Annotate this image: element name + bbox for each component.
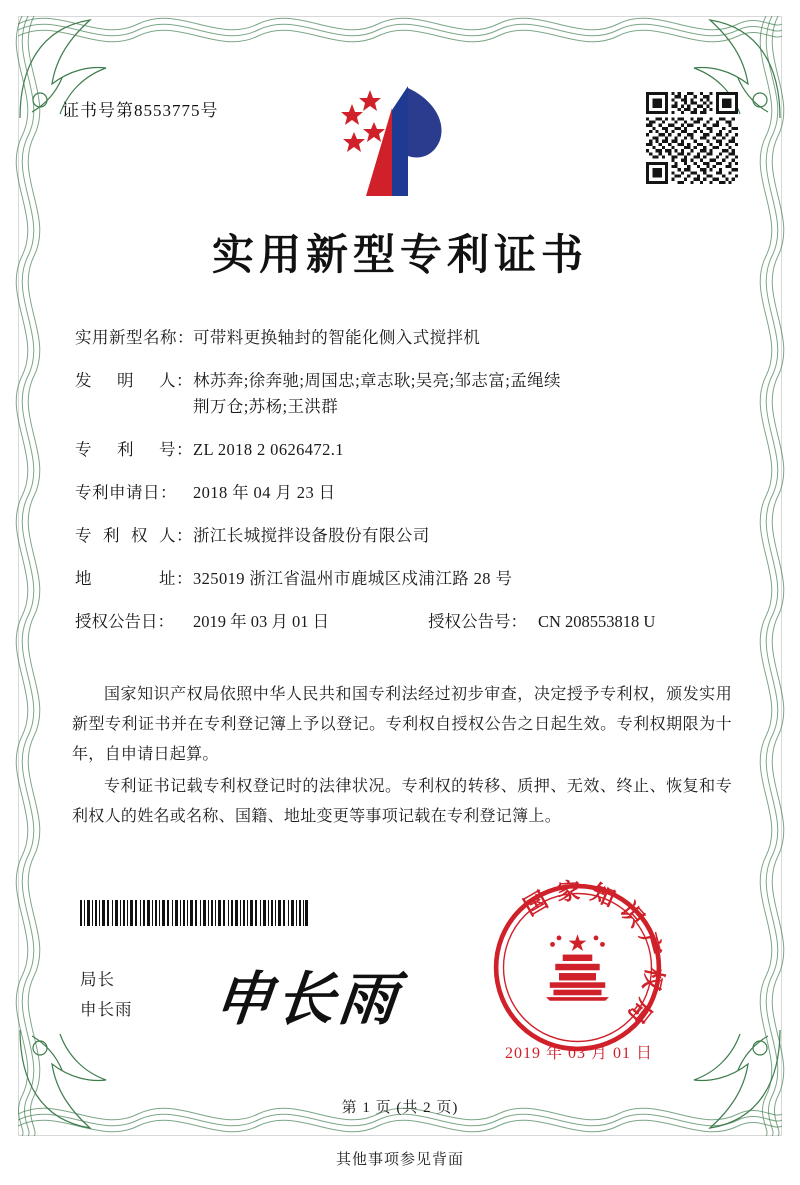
field-label-utility-model-name: 实用新型名称： bbox=[75, 328, 194, 347]
certificate-number: 证书号第8553775号 bbox=[62, 101, 219, 120]
field-label-inventor-char-2: 明 bbox=[117, 371, 134, 390]
field-label-address bbox=[75, 566, 193, 592]
field-value-address: 325019 浙江省温州市鹿城区戍浦江路 28 号 bbox=[193, 569, 513, 588]
border-ornament-top bbox=[18, 10, 782, 50]
field-value-application-date: 2018 年 04 月 23 日 bbox=[193, 483, 336, 502]
field-label-patentee-char-1: 专 bbox=[75, 526, 92, 545]
field-label-inventor-char-3: 人： bbox=[159, 371, 193, 390]
field-value-patentee: 浙江长城搅拌设备股份有限公司 bbox=[193, 526, 430, 545]
field-label-patentee-char-3: 权 bbox=[131, 526, 148, 545]
svg-text:国家知识产权局: 国家知识产权局 bbox=[519, 878, 668, 1035]
field-label-patent-number-char-3: 号： bbox=[159, 440, 193, 459]
field-label-patent-number-char-2: 利 bbox=[117, 440, 134, 459]
fields-block bbox=[75, 325, 725, 652]
field-value-patent-number: ZL 2018 2 0626472.1 bbox=[193, 440, 344, 459]
field-label-application-date: 专利申请日： bbox=[75, 483, 177, 502]
legal-text-block bbox=[72, 680, 732, 834]
handwritten-signature: 申长雨 bbox=[211, 967, 404, 1032]
field-patent-number bbox=[75, 437, 725, 463]
page-title: 实用新型专利证书 bbox=[211, 233, 588, 279]
field-utility-model-name bbox=[75, 325, 725, 351]
seal-date: 2019 年 03 月 01 日 bbox=[505, 1045, 654, 1062]
field-value-inventor-line-1: 林苏奔;徐奔驰;周国忠;章志耿;吴亮;邹志富;孟绳续 bbox=[193, 371, 561, 390]
director-label: 局长 bbox=[80, 970, 115, 989]
qr-code-icon bbox=[646, 92, 738, 184]
footnote: 其他事项参见背面 bbox=[335, 1152, 464, 1168]
director-name: 申长雨 bbox=[80, 1000, 133, 1019]
legal-paragraph-2: 专利证书记载专利权登记时的法律状况。专利权的转移、质押、无效、终止、恢复和专利权人的姓名或名称、国籍、地址变更等事项记载在专利登记簿上。 bbox=[72, 778, 732, 825]
field-value-utility-model-name: 可带料更换轴封的智能化侧入式搅拌机 bbox=[193, 328, 481, 347]
field-value-inventor bbox=[193, 368, 725, 420]
page-number: 第 1 页 (共 2 页) bbox=[341, 1100, 459, 1116]
field-value-grant-number: CN 208553818 U bbox=[538, 612, 656, 631]
border-ornament-right bbox=[752, 16, 792, 1136]
barcode-icon bbox=[80, 900, 308, 926]
corner-ornament-bottom-left bbox=[10, 1020, 130, 1140]
field-label-address-char-1: 地 bbox=[75, 569, 92, 588]
field-application-date bbox=[75, 480, 725, 506]
field-patentee bbox=[75, 523, 725, 549]
field-label-patentee-char-4: 人： bbox=[159, 526, 193, 545]
field-inventor bbox=[75, 368, 725, 420]
field-label-inventor bbox=[75, 368, 193, 394]
border-ornament-left bbox=[8, 16, 48, 1136]
patent-office-emblem-icon bbox=[330, 78, 470, 203]
field-label-inventor-char-1: 发 bbox=[75, 371, 92, 390]
official-red-seal-icon bbox=[485, 875, 670, 1060]
field-address bbox=[75, 566, 725, 592]
field-label-address-char-2: 址： bbox=[159, 569, 193, 588]
field-label-patent-number bbox=[75, 437, 193, 463]
field-label-grant-date: 授权公告日： bbox=[75, 612, 174, 631]
field-label-grant-number: 授权公告号： bbox=[428, 612, 527, 631]
legal-paragraph-1: 国家知识产权局依照中华人民共和国专利法经过初步审查，决定授予专利权，颁发实用新型专利证书并在专利登记簿上予以登记。专利权自授权公告之日起生效。专利权期限为十年，自申请日起算。 bbox=[72, 686, 732, 763]
field-label-patentee-char-2: 利 bbox=[103, 526, 120, 545]
corner-ornament-bottom-right bbox=[670, 1020, 790, 1140]
field-label-patentee bbox=[75, 523, 193, 549]
field-value-grant-date: 2019 年 03 月 01 日 bbox=[193, 612, 330, 631]
signature-block bbox=[80, 965, 133, 1025]
field-label-patent-number-char-1: 专 bbox=[75, 440, 92, 459]
field-grant-row bbox=[75, 609, 725, 635]
field-value-inventor-line-2: 荆万仓;苏杨;王洪群 bbox=[193, 397, 339, 416]
